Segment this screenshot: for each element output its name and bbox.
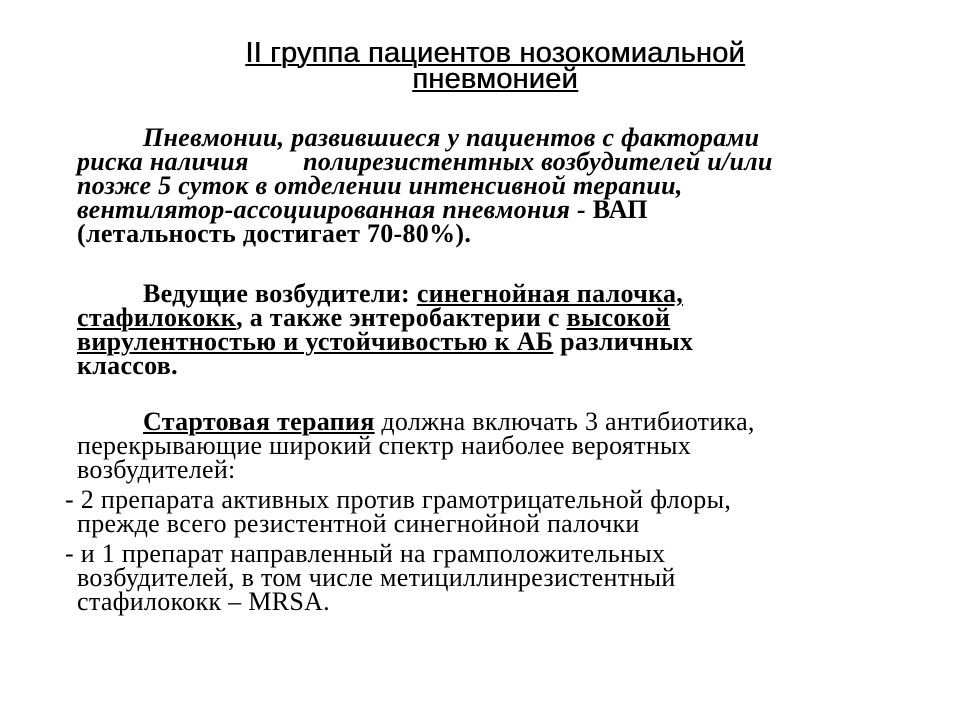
vap-abbreviation: ВАП [592,195,648,224]
pathogens-line-4: классов. [77,351,178,380]
definition-line-4: вентилятор-ассоциированная пневмония - [77,195,593,224]
bullet-gram-negative [65,485,895,538]
paragraph-pathogens [77,279,889,380]
paragraph-therapy [77,407,889,484]
bullet2-line-1: - и 1 препарат направленный на грамположительных [65,539,666,568]
definition-line-3: позже 5 суток в отделении интенсивной терапии, [77,171,683,200]
pathogen-pseudomonas: синегнойная палочка, [416,279,684,308]
therapy-line-3: возбудителей: [77,455,236,484]
virulence-part-2: вирулентностью и устойчивостью к АБ [77,327,554,356]
mortality-note: (летальность достигает 70-80%). [77,219,472,248]
bullet1-line-1: - 2 препарата активных против грамотрицательной флоры, [65,485,732,514]
definition-line-2: риска наличия полирезистентных возбудителей и/или [77,147,773,176]
bullet2-line-3: стафилококк – MRSA. [77,587,330,616]
pathogens-middle: , а также энтеробактерии с [236,303,567,332]
pathogens-suffix: различных [553,327,694,356]
title-line-2: пневмонией [412,63,578,95]
starting-therapy-term: Стартовая терапия [143,407,375,436]
bullet2-line-2: возбудителей, в том числе метициллинрезистентный [77,563,676,592]
definition-line-1: Пневмонии, развившиеся у пациентов с факторами [143,123,760,152]
bullet1-line-2: прежде всего резистентной синегнойной палочки [77,509,640,538]
paragraph-definition [77,123,889,248]
title-line-1: II группа пациентов нозокомиальной [245,37,745,69]
therapy-line-1: должна включать 3 антибиотика, [374,407,755,436]
virulence-part-1: высокой [566,303,671,332]
pathogen-staphylococcus: стафилококк [77,303,237,332]
bullet-gram-positive [65,539,895,616]
therapy-line-2: перекрывающие широкий спектр наиболее вероятных [77,431,692,460]
slide-title [100,37,890,95]
pathogens-prefix: Ведущие возбудители: [143,279,417,308]
